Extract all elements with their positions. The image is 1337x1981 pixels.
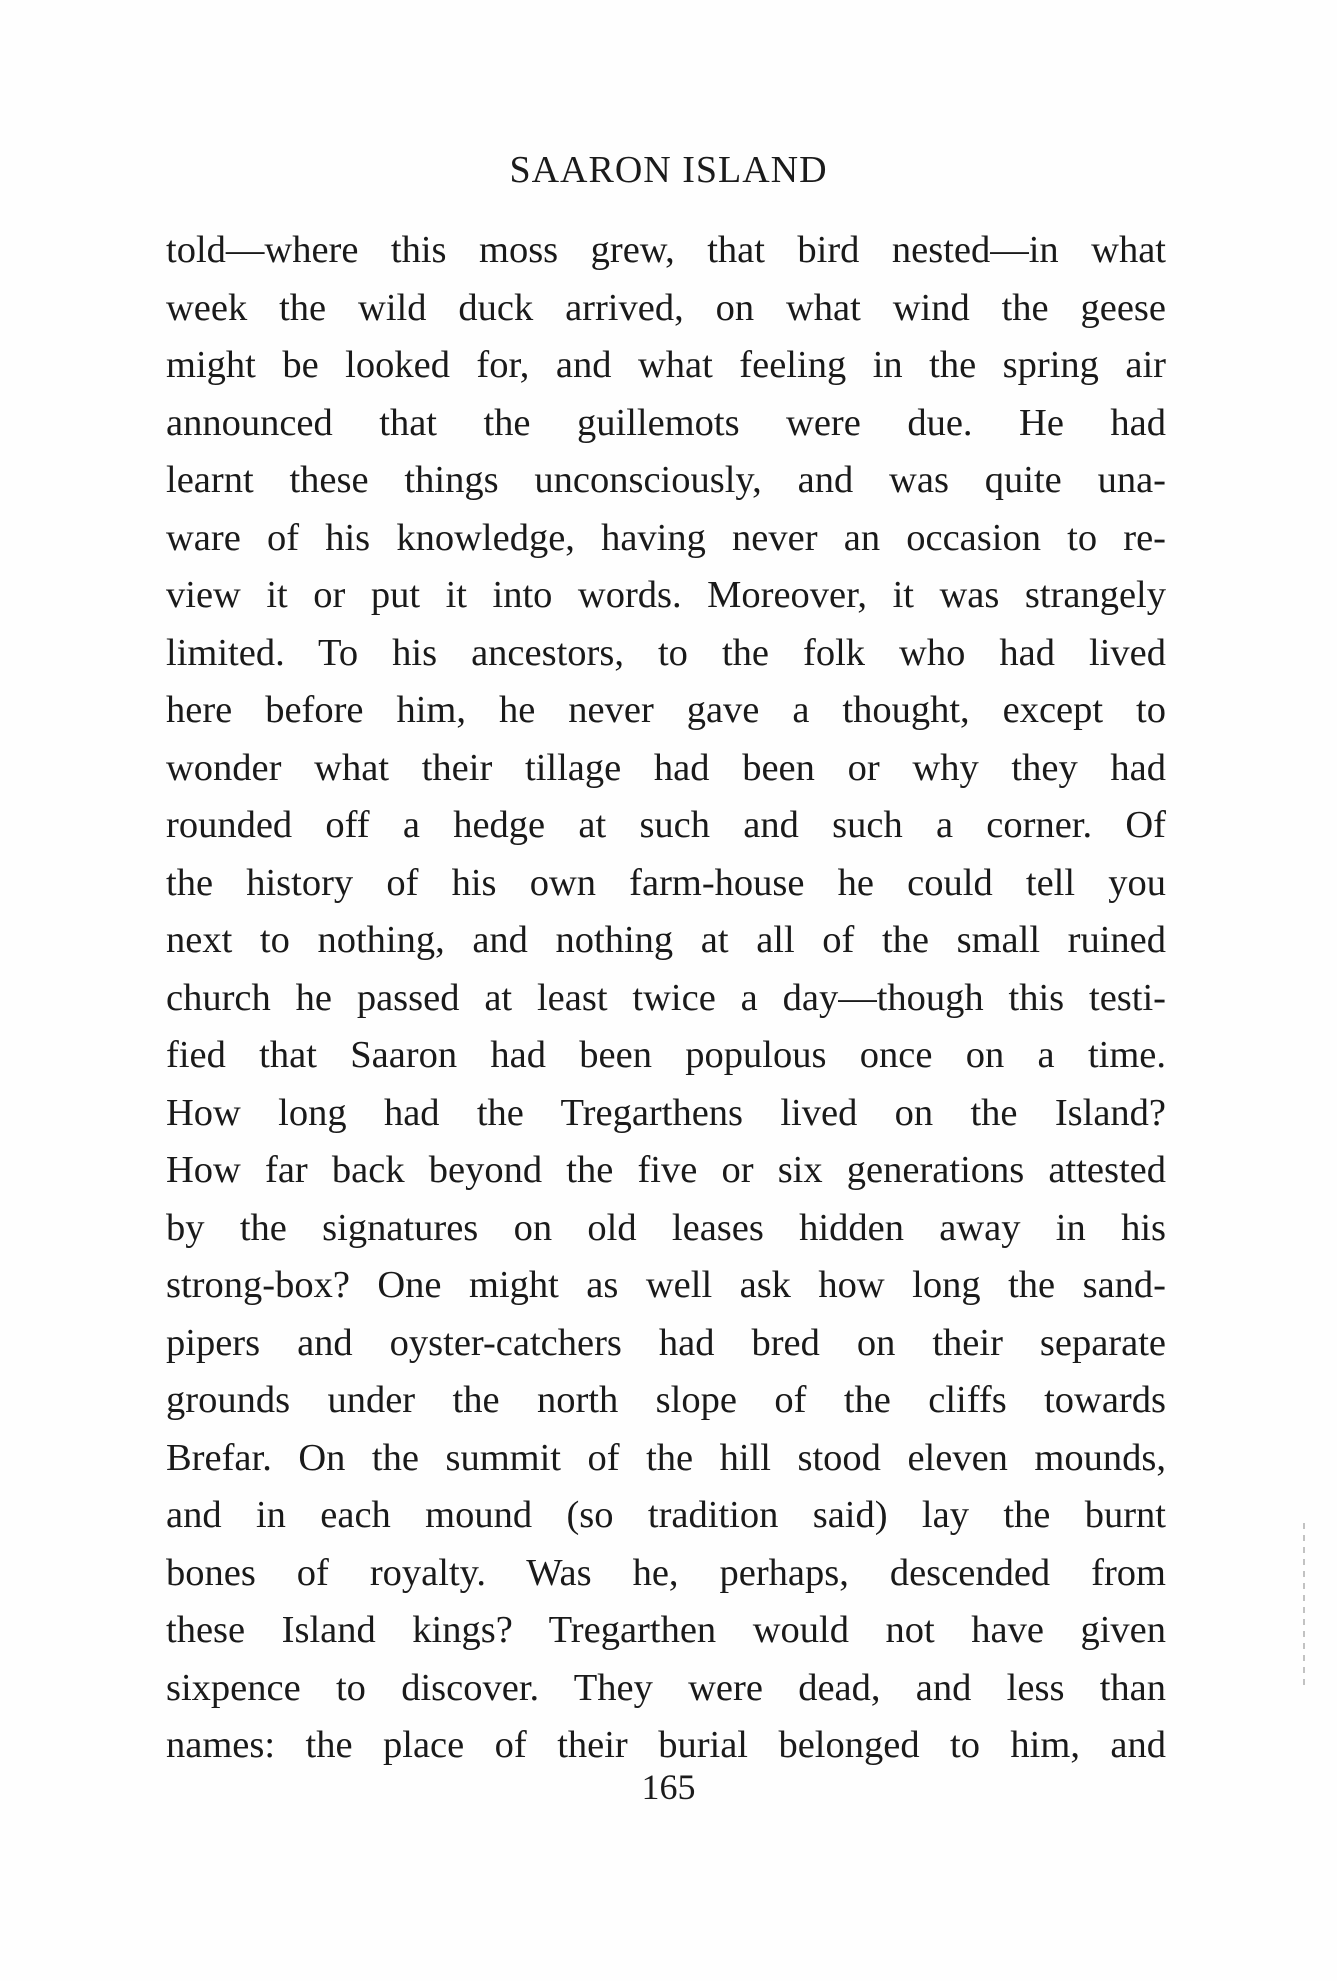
text-line: church he passed at least twice a day—though this testi- <box>166 976 1166 1019</box>
text-line: fied that Saaron had been populous once on a time. <box>166 1034 1166 1076</box>
text-line: here before him, he never gave a thought, except to <box>166 689 1166 731</box>
text-line: How far back beyond the five or six generations attested <box>166 1149 1166 1191</box>
text-line: limited. To his ancestors, to the folk who had lived <box>166 631 1166 674</box>
text-line: names: the place of their burial belonged to him, and <box>166 1724 1166 1766</box>
text-line: the history of his own farm-house he could tell you <box>166 861 1166 904</box>
text-line: grounds under the north slope of the cliffs towards <box>166 1379 1166 1421</box>
text-line: sixpence to discover. They were dead, and less than <box>166 1666 1166 1709</box>
text-line: might be looked for, and what feeling in the spring air <box>166 344 1166 386</box>
text-line: rounded off a hedge at such and such a corner. Of <box>166 804 1166 846</box>
scan-edge-mark <box>1303 1523 1305 1688</box>
text-line: by the signatures on old leases hidden away in his <box>166 1206 1166 1249</box>
text-line: learnt these things unconsciously, and was quite una- <box>166 459 1166 501</box>
text-line: view it or put it into words. Moreover, it was strangely <box>166 574 1166 616</box>
text-line: told—where this moss grew, that bird nested—in what <box>166 229 1166 271</box>
page-number: 165 <box>641 1767 696 1807</box>
text-line: next to nothing, and nothing at all of the small ruined <box>166 919 1166 961</box>
text-line: pipers and oyster-catchers had bred on their separate <box>166 1321 1166 1364</box>
text-line: these Island kings? Tregarthen would not have given <box>166 1609 1166 1651</box>
text-line: bones of royalty. Was he, perhaps, descended from <box>166 1551 1166 1594</box>
text-line: ware of his knowledge, having never an occasion to re- <box>166 516 1166 559</box>
text-line: and in each mound (so tradition said) lay the burnt <box>166 1494 1166 1536</box>
text-line: week the wild duck arrived, on what wind the geese <box>166 286 1166 329</box>
text-line: wonder what their tillage had been or why they had <box>166 746 1166 789</box>
text-line: How long had the Tregarthens lived on the Island? <box>166 1091 1166 1134</box>
body-text <box>166 222 1166 1775</box>
text-line: announced that the guillemots were due. He had <box>166 401 1166 444</box>
text-line: strong-box? One might as well ask how long the sand- <box>166 1264 1166 1306</box>
text-line: Brefar. On the summit of the hill stood eleven mounds, <box>166 1436 1166 1479</box>
running-head: SAARON ISLAND <box>509 149 828 191</box>
